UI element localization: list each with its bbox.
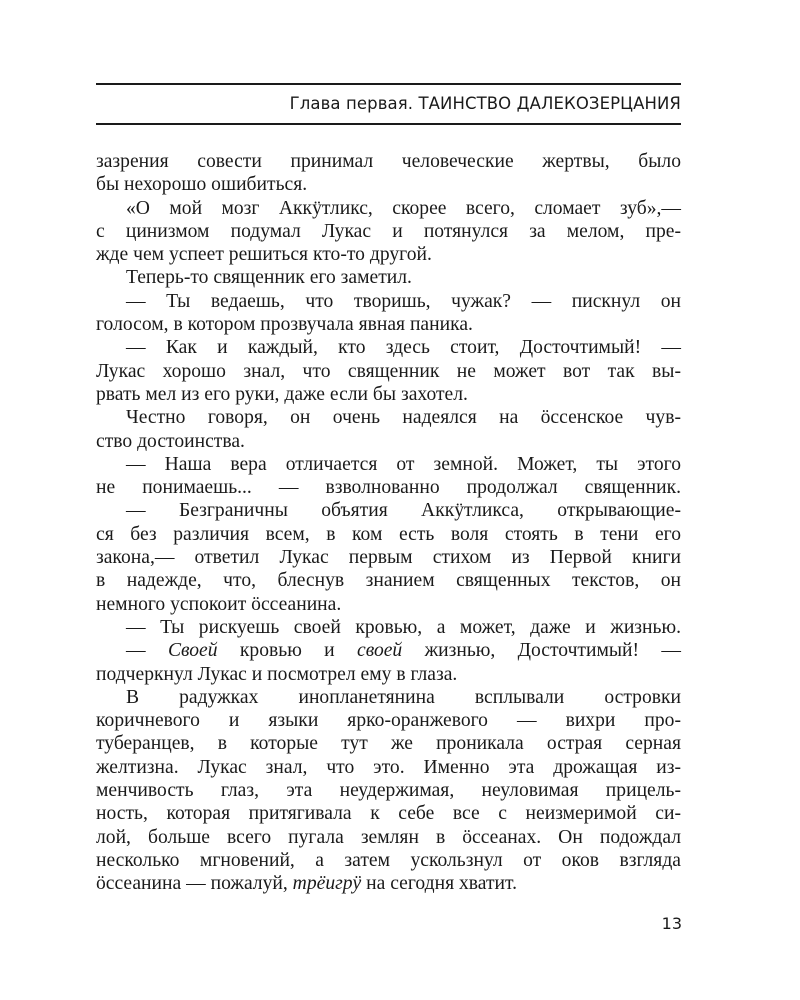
emphasis-word: трёигрӱ — [292, 873, 362, 895]
text-line: — Как и каждый, кто здесь стоит, Досточтимый! — — [126, 337, 681, 359]
text-line: ство достоинства. — [96, 430, 245, 452]
text-line: В радужках инопланетянина всплывали островки — [126, 686, 681, 708]
text-line: — Ты ведаешь, что творишь, чужак? — пискнул он — [126, 290, 681, 312]
text-segment: жизнью, Досточтимый! — — [402, 640, 681, 662]
text-line: — Безграничны объятия Аккӱтликса, открывающие- — [126, 500, 681, 522]
text-line: ся без различия всем, в ком есть воля стоять в тени его — [96, 523, 681, 545]
dash: — — [126, 640, 168, 662]
text-segment: на сегодня хватит. — [361, 873, 518, 895]
text-line: с цинизмом подумал Лукас и потянулся за мелом, пре- — [96, 220, 681, 242]
header-bottom-rule — [96, 123, 681, 125]
text-line: зазрения совести принимал человеческие жертвы, было — [96, 151, 681, 172]
text-line: голосом, в котором прозвучала явная паника. — [96, 314, 473, 336]
text-line: не понимаешь... — взволнованно продолжал священник. — [96, 477, 681, 499]
text-line: туберанцев, в которые тут же проникала острая серная — [96, 733, 681, 755]
text-line: — Наша вера отличается от земной. Может, ты этого — [126, 453, 681, 475]
text-line: менчивость глаз, эта неудержимая, неуловимая прицель- — [96, 780, 681, 802]
page-number: 13 — [661, 914, 682, 933]
text-line: коричневого и языки ярко-оранжевого — вихри про- — [96, 710, 681, 732]
text-line: немного успокоит öссеанина. — [96, 593, 342, 615]
text-line: желтизна. Лукас знал, что это. Именно эта дрожащая из- — [96, 756, 681, 778]
text-line: лой, больше всего пугала землян в öссеанах. Он подождал — [96, 826, 681, 848]
text-line: Теперь-то священник его заметил. — [126, 267, 412, 289]
header-top-rule — [96, 83, 681, 85]
text-line: в надежде, что, блеснув знанием священных текстов, он — [96, 570, 681, 592]
text-line-emphasis — [96, 639, 681, 662]
text-line: — Ты рискуешь своей кровью, а может, даже и жизнью. — [126, 616, 681, 638]
text-line: Лукас хорошо знал, что священник не может вот так вы- — [96, 360, 681, 382]
emphasis-word: своей — [357, 640, 403, 662]
text-line: закона,— ответил Лукас первым стихом из Первой книги — [96, 547, 681, 569]
text-line: жде чем успеет решиться кто-то другой. — [96, 244, 432, 266]
text-line-emphasis — [96, 872, 681, 895]
text-line: Честно говоря, он очень надеялся на öссенское чув- — [126, 407, 681, 429]
text-line: ность, которая притягивала к себе все с неизмеримой си- — [96, 803, 681, 825]
text-segment: öссеанина — пожалуй, — [96, 873, 293, 895]
text-line: несколько мгновений, а затем ускользнул от оков взгляда — [96, 849, 681, 871]
text-line: бы нехорошо ошибиться. — [96, 174, 308, 196]
emphasis-word: Своей — [167, 640, 218, 662]
running-head: Глава первая. ТАИНСТВО ДАЛЕКОЗЕРЦАНИЯ — [289, 94, 681, 113]
body-text — [96, 150, 681, 896]
text-line: «О мой мозг Аккӱтликс, скорее всего, сломает зуб»,— — [126, 197, 681, 219]
text-line: подчеркнул Лукас и посмотрел ему в глаза. — [96, 663, 458, 685]
text-segment: кровью и — [217, 640, 357, 662]
text-line: рвать мел из его руки, даже если бы захотел. — [96, 383, 468, 405]
